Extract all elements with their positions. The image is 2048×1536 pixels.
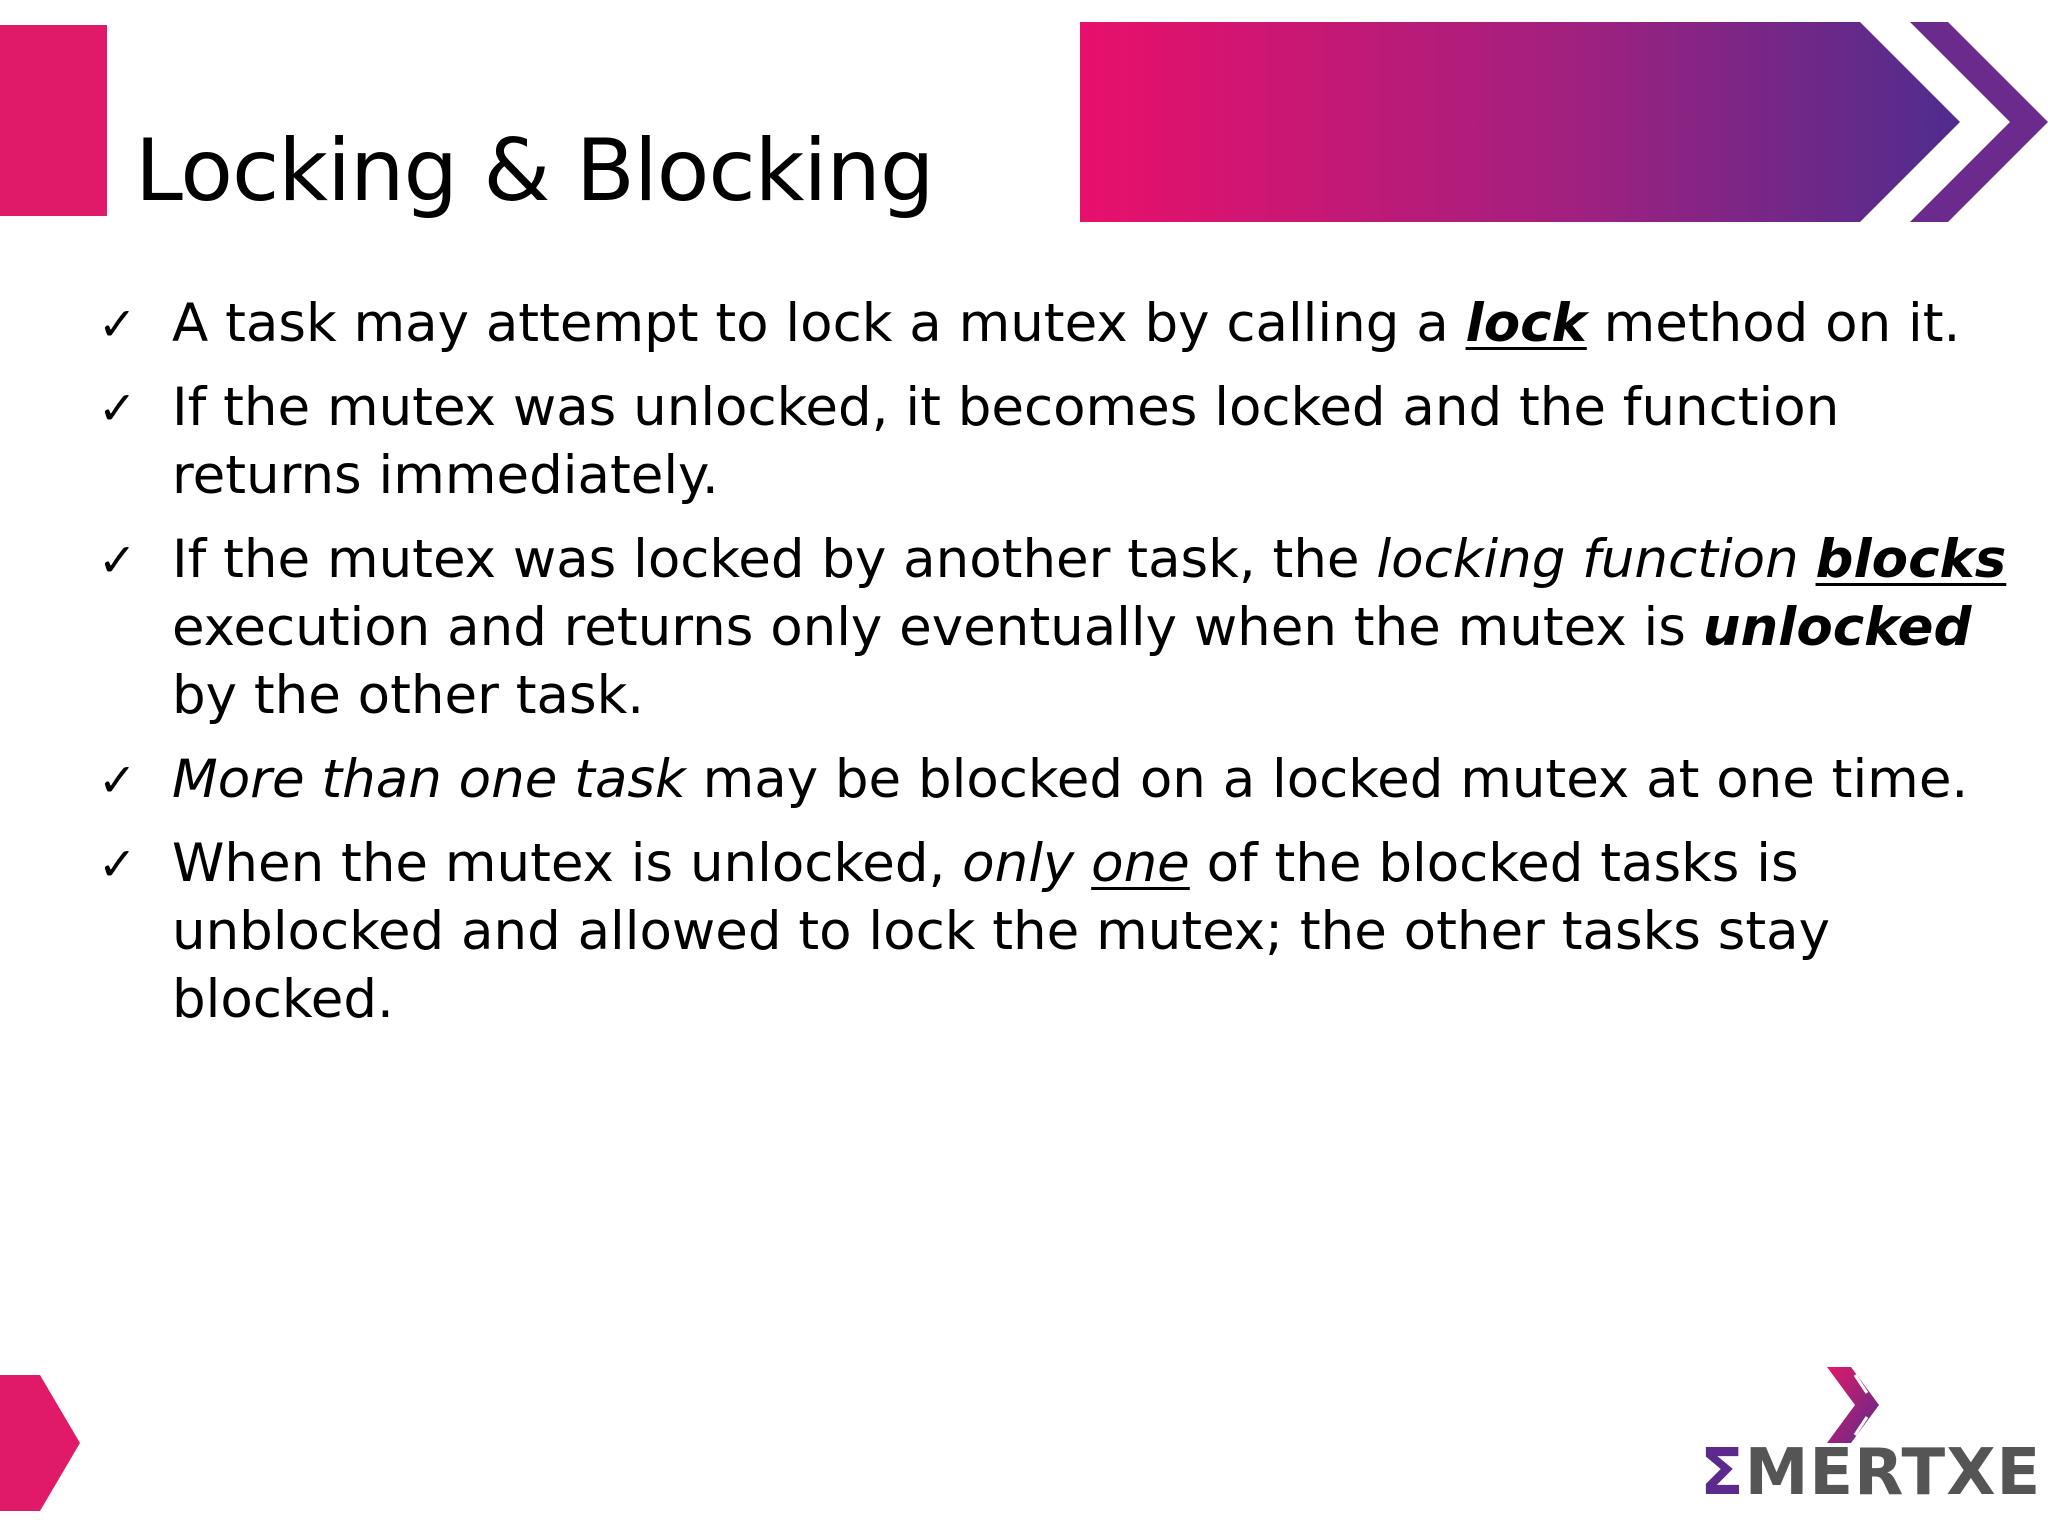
bullet-text: may be blocked on a locked mutex at one time. xyxy=(685,749,1969,810)
bullet-text: one xyxy=(1091,833,1190,894)
bullet-item xyxy=(98,526,2007,730)
bullet-line xyxy=(172,594,1998,662)
bullet-text: unblocked and allowed to lock the mutex; the other tasks stay xyxy=(172,901,1830,962)
bullet-item xyxy=(98,746,1998,814)
bullet-text: execution and returns only eventually when the mutex is xyxy=(172,597,1703,658)
logo-sigma: Σ xyxy=(1700,1436,1745,1510)
check-icon: ✓ xyxy=(98,297,137,351)
bullet-line xyxy=(172,526,2007,594)
bullet-line xyxy=(172,966,1998,1034)
bullet-text xyxy=(1799,529,1816,590)
bullet-text: unlocked xyxy=(1702,597,1972,658)
bullet-text: method on it. xyxy=(1586,293,1961,354)
bullet-text: locking function xyxy=(1376,529,1799,590)
bullet-list xyxy=(98,290,2007,1050)
bullet-line xyxy=(172,662,1998,730)
bullet-text: only xyxy=(962,833,1075,894)
bullet-text: by the other task. xyxy=(172,665,645,726)
bullet-text: lock xyxy=(1465,293,1587,354)
bullet-text: of the blocked tasks is xyxy=(1189,833,1799,894)
bullet-line xyxy=(172,830,1998,898)
slide-title: Locking & Blocking xyxy=(135,120,934,221)
bullet-line xyxy=(172,442,1998,510)
logo-wordmark xyxy=(1700,1437,2041,1509)
bullet-line xyxy=(172,374,1998,442)
check-icon: ✓ xyxy=(98,381,137,435)
bullet-text: More than one task xyxy=(172,749,686,810)
bullet-item xyxy=(98,830,1998,1034)
logo-arrow-icon xyxy=(1815,1365,1895,1445)
header-gradient-banner xyxy=(1080,22,2048,222)
bullet-text: When the mutex is unlocked, xyxy=(172,833,963,894)
bullet-line xyxy=(172,290,1998,358)
bullet-line xyxy=(172,898,1998,966)
bullet-text: If the mutex was unlocked, it becomes locked and the function xyxy=(172,377,1840,438)
bullet-item xyxy=(98,290,1998,358)
bullet-item xyxy=(98,374,1998,510)
header-left-accent xyxy=(0,25,107,216)
logo-text: MERTXE xyxy=(1744,1436,2042,1510)
bullet-text: A task may attempt to lock a mutex by calling a xyxy=(172,293,1466,354)
bullet-text: If the mutex was locked by another task, the xyxy=(172,529,1377,590)
bullet-text xyxy=(1074,833,1091,894)
check-icon: ✓ xyxy=(98,753,137,807)
bottom-left-chevron xyxy=(0,1375,80,1511)
bullet-line xyxy=(172,746,1998,814)
bullet-text: blocked. xyxy=(172,969,394,1030)
bullet-text: returns immediately. xyxy=(172,445,719,506)
bullet-text: blocks xyxy=(1815,529,2007,590)
check-icon: ✓ xyxy=(98,533,137,587)
check-icon: ✓ xyxy=(98,837,137,891)
emertxe-logo xyxy=(1700,1365,2042,1515)
